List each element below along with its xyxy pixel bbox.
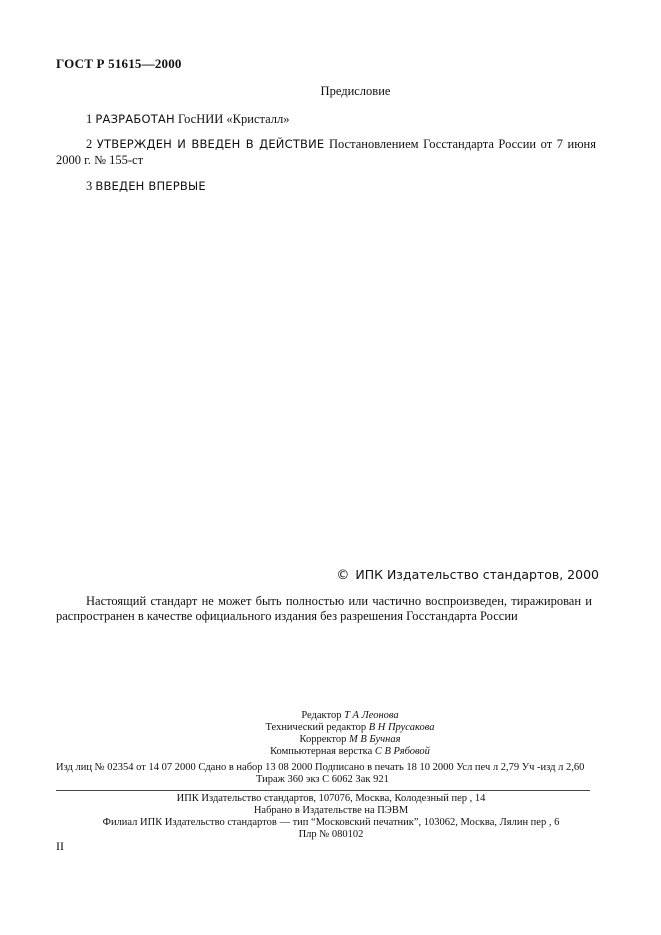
item-number: 2	[86, 137, 93, 151]
copyright-text: ИПК Издательство стандартов, 2000	[355, 567, 599, 582]
credit-line	[200, 722, 500, 734]
page-number: II	[56, 839, 64, 853]
credit-role: Редактор	[301, 710, 342, 721]
print-run-line: Тираж 360 экз С 6062 Зак 921	[256, 774, 389, 785]
item-heading: РАЗРАБОТАН	[95, 112, 175, 126]
copyright-icon: ©	[336, 568, 350, 583]
credit-line	[200, 710, 500, 722]
preface-item-1	[56, 111, 596, 127]
credit-role: Компьютерная верстка	[270, 746, 373, 757]
credits-block	[200, 710, 500, 758]
credit-role: Корректор	[299, 734, 347, 745]
credit-role: Технический редактор	[265, 722, 367, 733]
publisher-line: Плр № 080102	[298, 829, 364, 840]
divider	[56, 790, 590, 791]
item-number: 3	[86, 179, 93, 193]
publisher-line: Филиал ИПК Издательство стандартов — тип “Московский печатник”, 103062, Москва, Лялин пер , 6	[102, 817, 560, 828]
item-heading: ВВЕДЕН ВПЕРВЫЕ	[95, 179, 206, 193]
preface-title: Предисловие	[320, 84, 391, 98]
credit-name: М В Бучная	[348, 734, 401, 745]
publisher-line: ИПК Издательство стандартов, 107076, Москва, Колодезный пер , 14	[176, 793, 486, 804]
item-number: 1	[86, 112, 93, 126]
credit-name: Т А Леонова	[344, 710, 399, 721]
publisher-block	[56, 793, 606, 841]
item-text: Постановлением Госстандарта России от 7 июня 2000 г. № 155-ст	[56, 137, 596, 167]
credit-line	[200, 746, 500, 758]
credit-name: В Н Прусакова	[368, 722, 435, 733]
credit-name: С В Рябовой	[374, 746, 430, 757]
item-text: ГосНИИ «Кристалл»	[174, 112, 290, 126]
publisher-line: Набрано в Издательстве на ПЭВМ	[253, 805, 409, 816]
preface-item-3	[56, 178, 596, 194]
preface-item-2	[56, 136, 596, 168]
credit-line	[200, 734, 500, 746]
print-info	[56, 762, 606, 786]
print-info-line: Изд лиц № 02354 от 14 07 2000 Сдано в набор 13 08 2000 Подписано в печать 18 10 2000 Усл печ л 2,79 Уч -изд л 2,60	[56, 762, 585, 773]
copyright-line	[336, 567, 599, 583]
document-code: ГОСТ Р 51615—2000	[56, 56, 182, 71]
reproduction-notice: Настоящий стандарт не может быть полностью или частично воспроизведен, тиражирован и распространен в качестве официального издания без разрешения Госстандарта России	[56, 594, 592, 623]
item-heading: УТВЕРЖДЕН И ВВЕДЕН В ДЕЙСТВИЕ	[96, 137, 325, 151]
